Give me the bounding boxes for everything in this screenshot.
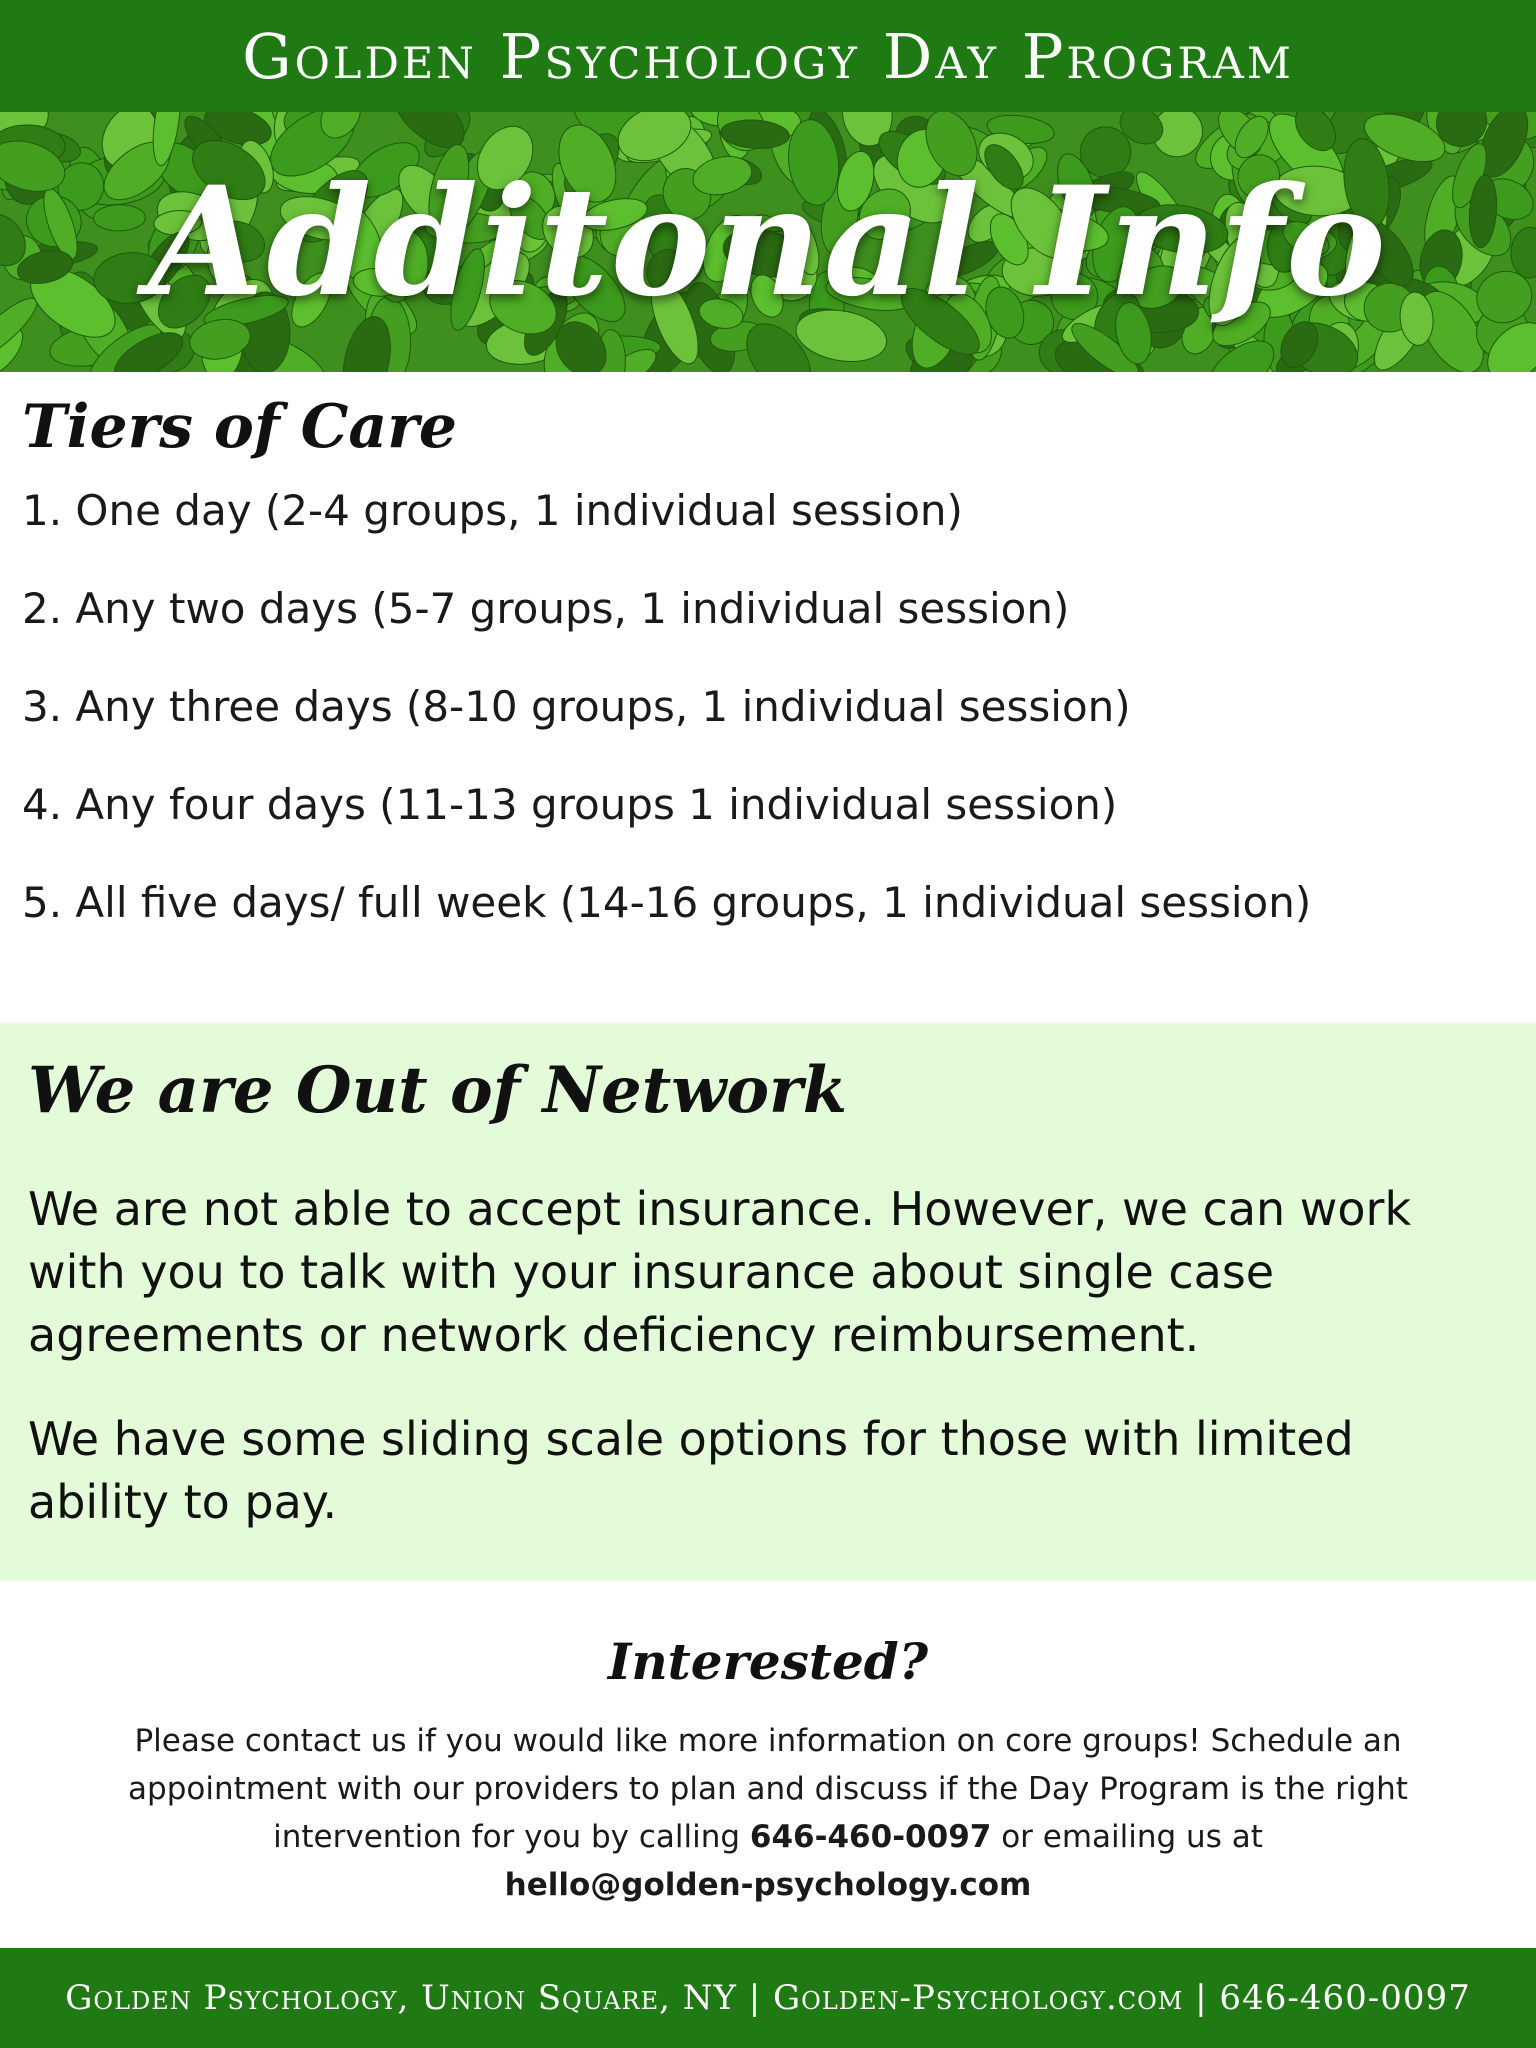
network-paragraph-insurance: We are not able to accept insurance. However, we can work with you to talk with your insurance about single case agreements or network deficiency reimbursement. xyxy=(28,1182,1412,1362)
tier-item: 4. Any four days (11-13 groups 1 individual session) xyxy=(22,780,1118,829)
footer-bar xyxy=(0,1948,1536,2048)
tier-item: 5. All five days/ full week (14-16 groups, 1 individual session) xyxy=(22,878,1312,927)
network-heading: We are Out of Network xyxy=(28,1053,848,1128)
footer-text: Golden Psychology, Union Square, NY | Golden-Psychology.com | 646-460-0097 xyxy=(65,1978,1471,2018)
contact-text-middle: or emailing us at xyxy=(991,1819,1263,1855)
tier-item: 2. Any two days (5-7 groups, 1 individual session) xyxy=(22,584,1070,633)
contact-email[interactable]: hello@golden-psychology.com xyxy=(504,1867,1032,1903)
contact-paragraph xyxy=(58,1717,1478,1909)
tiers-of-care-section xyxy=(22,392,1522,966)
tiers-list xyxy=(22,476,1522,966)
tiers-heading: Tiers of Care xyxy=(22,392,458,462)
interested-heading: Interested? xyxy=(607,1632,929,1691)
network-paragraph-sliding-scale: We have some sliding scale options for those with limited ability to pay. xyxy=(28,1412,1354,1529)
program-name: Golden Psychology Day Program xyxy=(242,19,1294,93)
tier-item: 3. Any three days (8-10 groups, 1 individual session) xyxy=(22,682,1131,731)
banner-title: Additonal Info xyxy=(148,154,1388,330)
interested-section xyxy=(0,1632,1536,1909)
contact-phone[interactable]: 646-460-0097 xyxy=(749,1819,992,1855)
contact-text-start: Please contact us if you would like more information on core groups! Schedule an appointment with our providers to plan and discuss if the Day Program is the right intervention for you by calling xyxy=(128,1723,1408,1855)
out-of-network-section xyxy=(0,1023,1536,1581)
tier-item: 1. One day (2-4 groups, 1 individual session) xyxy=(22,486,963,535)
header-bar xyxy=(0,0,1536,112)
